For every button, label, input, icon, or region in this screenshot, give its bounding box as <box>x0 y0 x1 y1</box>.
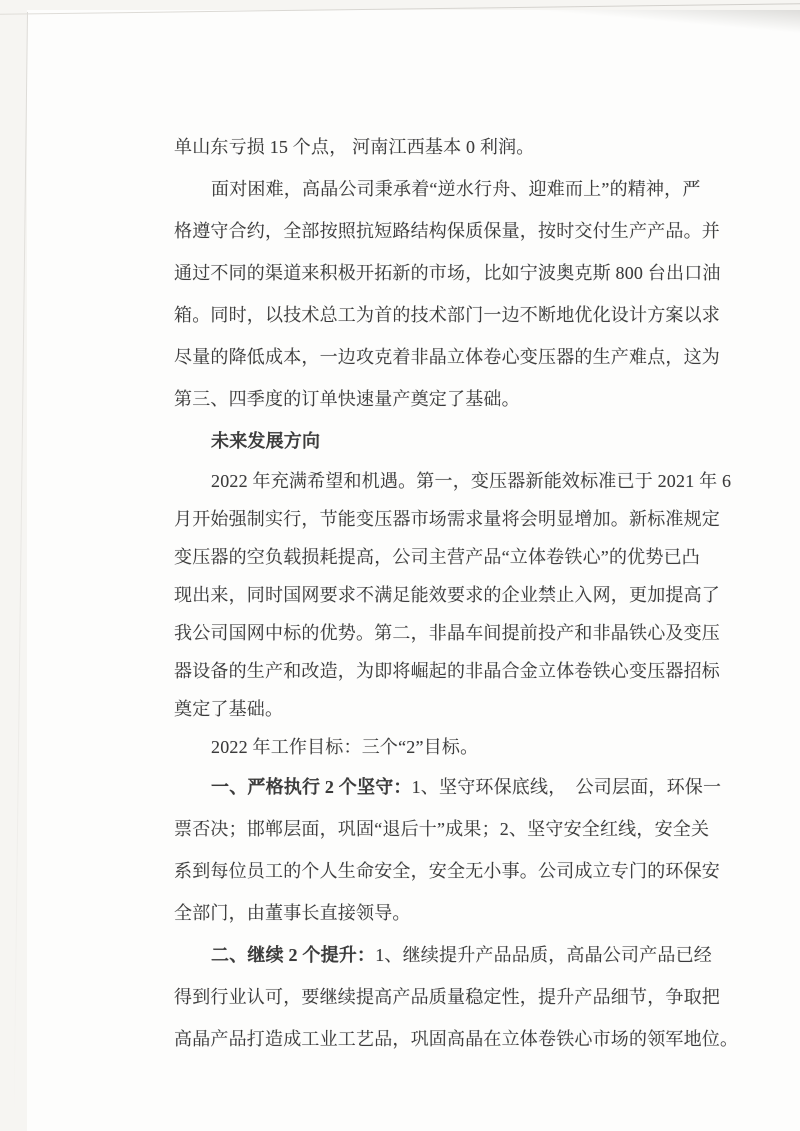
text-segment: 系到每位员工的个人生命安全，安全无小事。公司成立专门的环保安 <box>174 861 720 881</box>
text-line <box>174 850 794 892</box>
paragraph <box>174 934 794 1060</box>
paragraph <box>174 462 794 728</box>
document-page <box>27 10 800 1131</box>
section-heading <box>174 420 794 462</box>
text-segment: 2022 年工作目标：三个“2”目标。 <box>211 737 479 757</box>
text-line <box>174 294 794 336</box>
text-segment: 格遵守合约，全部按照抗短路结构保质保量，按时交付生产产品。并 <box>174 221 720 241</box>
text-segment: 高晶产品打造成工业工艺品，巩固高晶在立体卷铁心市场的领军地位。 <box>174 1029 739 1049</box>
document-text <box>174 10 794 1060</box>
text-line <box>174 934 794 976</box>
text-line <box>174 576 794 614</box>
text-line <box>174 168 794 210</box>
text-segment: 通过不同的渠道来积极开拓新的市场，比如宁波奥克斯 800 台出口油 <box>174 263 721 283</box>
text-segment: 1、坚守环保底线， 公司层面，环保一 <box>411 777 722 797</box>
text-line <box>174 336 794 378</box>
text-segment: 得到行业认可，要继续提高产品质量稳定性，提升产品细节，争取把 <box>174 987 720 1007</box>
text-segment: 奠定了基础。 <box>174 699 284 719</box>
text-line <box>174 614 794 652</box>
text-line <box>174 766 794 808</box>
text-line <box>174 126 794 168</box>
text-line <box>174 728 794 766</box>
paragraph <box>174 728 794 766</box>
paper-left-edge <box>13 12 28 1131</box>
text-line <box>174 808 794 850</box>
text-line <box>174 1018 794 1060</box>
text-segment: 器设备的生产和改造，为即将崛起的非晶合金立体卷铁心变压器招标 <box>174 661 720 681</box>
text-line <box>174 652 794 690</box>
text-line <box>174 690 794 728</box>
text-segment: 现出来，同时国网要求不满足能效要求的企业禁止入网，更加提高了 <box>174 585 720 605</box>
text-segment: 面对困难，高晶公司秉承着“逆水行舟、迎难而上”的精神，严 <box>211 179 701 199</box>
text-segment: 月开始强制实行，节能变压器市场需求量将会明显增加。新标准规定 <box>174 509 720 529</box>
text-segment: 尽量的降低成本，一边攻克着非晶立体卷心变压器的生产难点，这为 <box>174 347 720 367</box>
text-segment: 箱。同时，以技术总工为首的技术部门一边不断地优化设计方案以求 <box>174 305 720 325</box>
text-line <box>174 420 794 462</box>
paragraph <box>174 126 794 168</box>
text-segment: 第三、四季度的订单快速量产奠定了基础。 <box>174 389 520 409</box>
text-segment: 全部门，由董事长直接领导。 <box>174 903 411 923</box>
text-segment: 单山东亏损 15 个点， 河南江西基本 0 利润。 <box>174 137 535 157</box>
text-line <box>174 462 794 500</box>
text-line <box>174 500 794 538</box>
text-line <box>174 378 794 420</box>
text-segment: 2022 年充满希望和机遇。第一，变压器新能效标准已于 2021 年 6 <box>211 471 732 491</box>
text-segment: 票否决；邯郸层面，巩固“退后十”成果；2、坚守安全红线，安全关 <box>174 819 710 839</box>
text-segment: 1、继续提升产品品质，高晶公司产品已经 <box>375 945 713 965</box>
text-segment: 变压器的空负载损耗提高，公司主营产品“立体卷铁心”的优势已凸 <box>174 547 700 567</box>
text-line <box>174 210 794 252</box>
text-line <box>174 892 794 934</box>
bold-text-segment: 二、继续 2 个提升： <box>211 945 376 965</box>
paragraph <box>174 168 794 420</box>
text-line <box>174 976 794 1018</box>
text-line <box>174 252 794 294</box>
text-segment: 我公司国网中标的优势。第二，非晶车间提前投产和非晶铁心及变压 <box>174 623 720 643</box>
bold-text-segment: 未来发展方向 <box>211 431 321 451</box>
text-line <box>174 538 794 576</box>
paragraph <box>174 766 794 934</box>
bold-text-segment: 一、严格执行 2 个坚守： <box>211 777 412 797</box>
